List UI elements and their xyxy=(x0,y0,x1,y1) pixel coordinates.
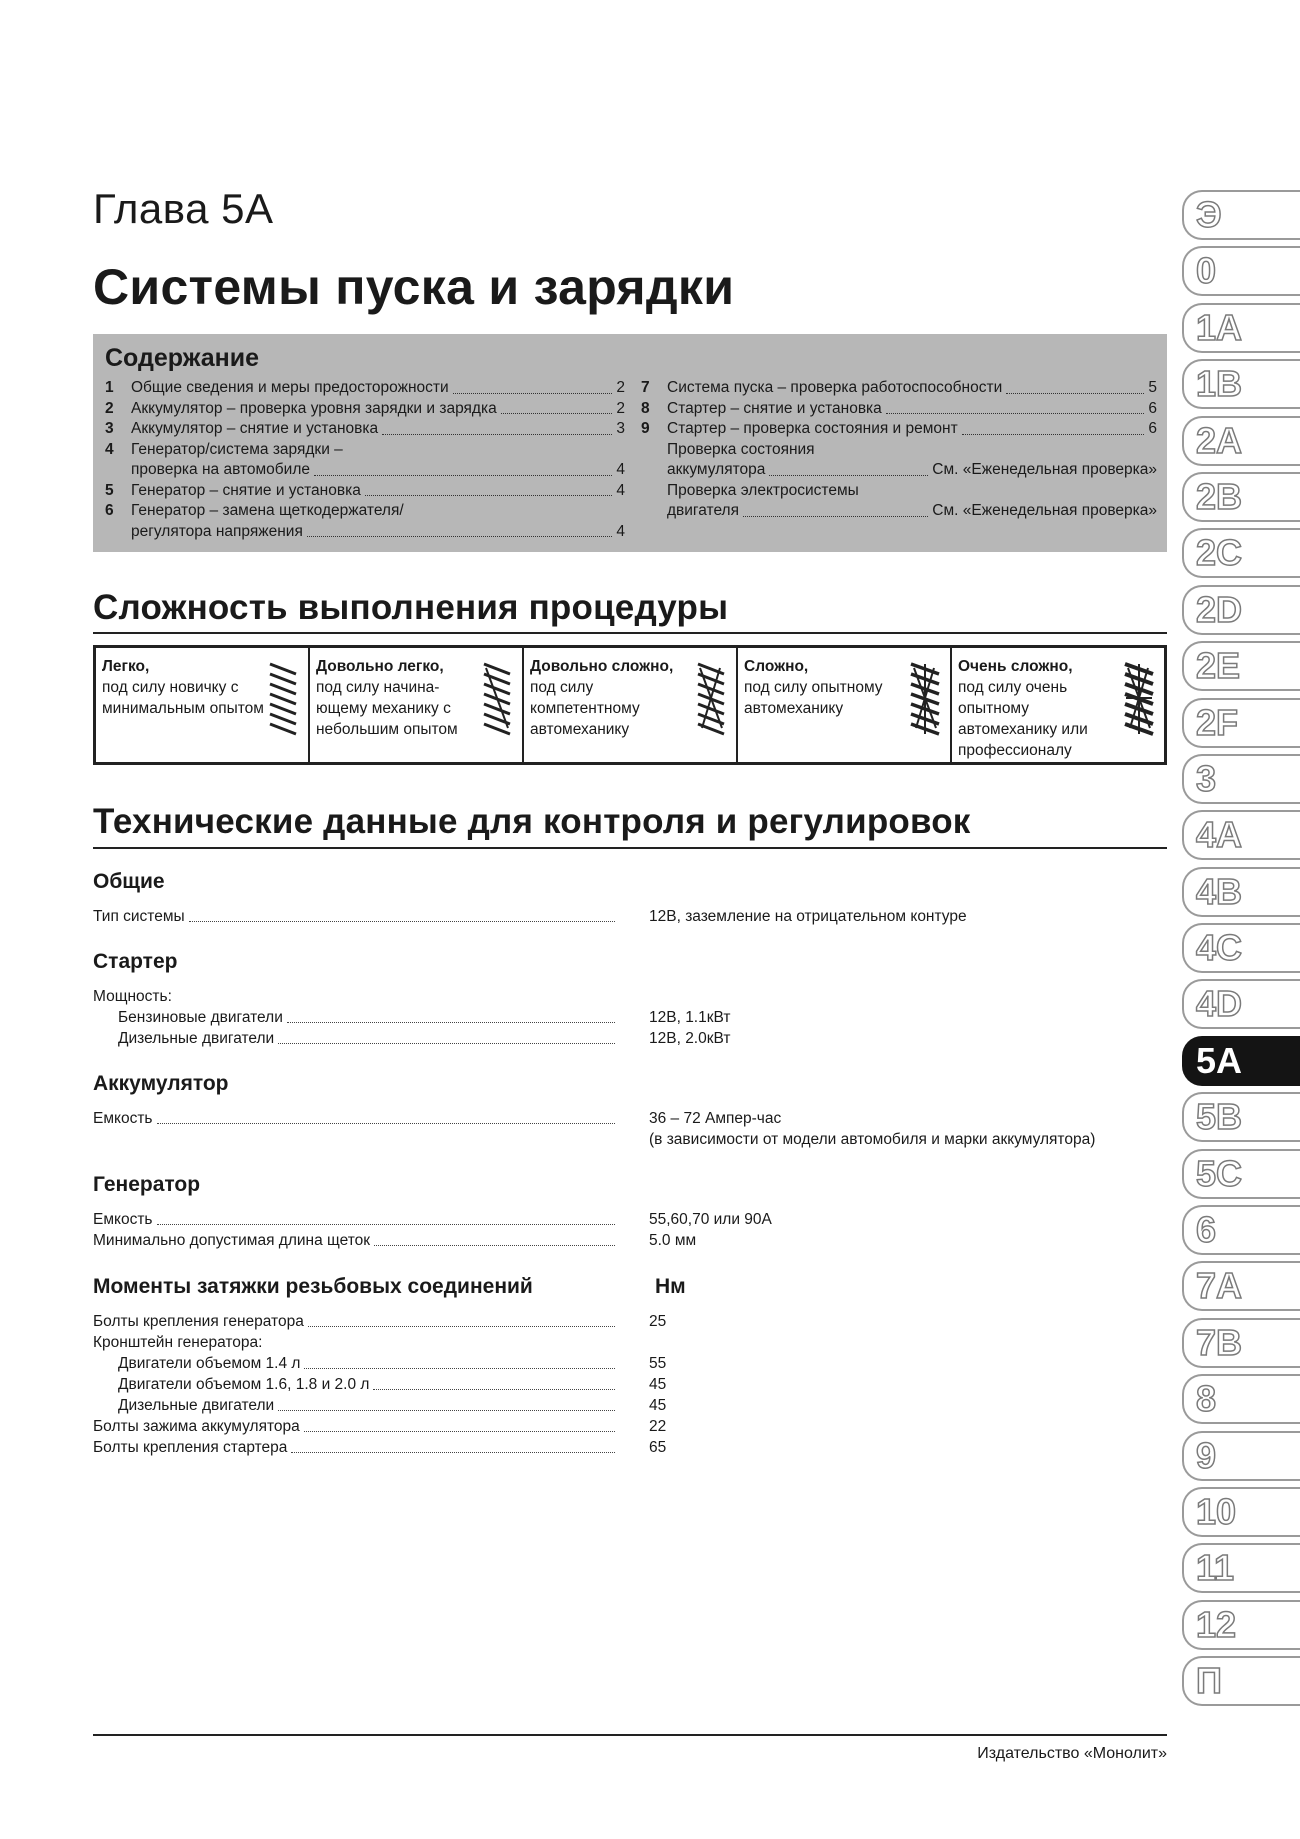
tab-chapter-p[interactable]: П xyxy=(1182,1656,1300,1706)
tab-chapter-6[interactable]: 6 xyxy=(1182,1205,1300,1255)
tab-chapter-11[interactable]: 11 xyxy=(1182,1543,1300,1593)
tab-chapter-2a[interactable]: 2А xyxy=(1182,416,1300,466)
toc-item[interactable]: 1 Общие сведения и меры предосторожности 2 xyxy=(105,379,625,396)
difficulty-level-3: Довольно сложно, под силу компетентному автомеханику xyxy=(522,648,736,762)
spec-row: Болты крепления генератора 25 xyxy=(93,1313,667,1330)
toc-item[interactable]: 7 Система пуска – проверка работоспособности 5 xyxy=(641,379,1157,396)
difficulty-level-5: Очень сложно, под силу очень опытному автомеханику или профессионалу xyxy=(950,648,1164,762)
publisher-label: Издательство «Монолит» xyxy=(977,1745,1167,1762)
toc-item[interactable]: Проверка состояния xyxy=(667,440,815,458)
difficulty-level-1: Легко, под силу новичку с минимальным опытом xyxy=(96,648,308,762)
group-torque: Моменты затяжки резьбовых соединений xyxy=(93,1275,533,1298)
tab-chapter-12[interactable]: 12 xyxy=(1182,1600,1300,1650)
spec-row: Минимально допустимая длина щеток 5.0 мм xyxy=(93,1232,697,1249)
spec-row: Тип системы 12В, заземление на отрицательном контуре xyxy=(93,908,967,925)
tab-chapter-7b[interactable]: 7В xyxy=(1182,1318,1300,1368)
group-starter: Стартер xyxy=(93,950,178,973)
toc-item[interactable]: 4 Генератор/система зарядки – xyxy=(105,440,343,458)
toc-item-continued[interactable]: регулятора напряжения 4 xyxy=(131,522,625,540)
toc-left-column xyxy=(105,378,625,542)
tab-chapter-1b[interactable]: 1В xyxy=(1182,359,1300,409)
group-generator: Генератор xyxy=(93,1173,201,1196)
tab-chapter-5b[interactable]: 5В xyxy=(1182,1092,1300,1142)
spec-subheading: Мощность: xyxy=(93,988,172,1005)
toc-item[interactable]: 9 Стартер – проверка состояния и ремонт 6 xyxy=(641,420,1157,437)
tab-chapter-8[interactable]: 8 xyxy=(1182,1374,1300,1424)
toc-right-column xyxy=(641,378,1157,522)
tab-chapter-2f[interactable]: 2F xyxy=(1182,698,1300,748)
tab-chapter-4b[interactable]: 4В xyxy=(1182,867,1300,917)
difficulty-level-4: Сложно, под силу опытному автомеханику xyxy=(736,648,950,762)
tab-chapter-2d[interactable]: 2D xyxy=(1182,585,1300,635)
tab-chapter-5a[interactable]: 5А xyxy=(1182,1036,1300,1086)
chapter-tabs xyxy=(1182,190,1300,1713)
toc-item[interactable]: 8 Стартер – снятие и установка 6 xyxy=(641,399,1157,417)
footer-rule xyxy=(93,1734,1167,1736)
spec-row: Дизельные двигатели 45 xyxy=(118,1397,667,1414)
spec-row: Болты крепления стартера 65 xyxy=(93,1439,667,1456)
tab-chapter-4a[interactable]: 4А xyxy=(1182,810,1300,860)
spec-row: Болты зажима аккумулятора 22 xyxy=(93,1418,667,1435)
spec-row: Бензиновые двигатели 12В, 1.1кВт xyxy=(118,1009,731,1026)
tab-chapter-5c[interactable]: 5С xyxy=(1182,1149,1300,1199)
spec-row: Двигатели объемом 1.6, 1.8 и 2.0 л 45 xyxy=(118,1376,667,1393)
spanner-rating-icon xyxy=(1122,658,1156,738)
difficulty-heading: Сложность выполнения процедуры xyxy=(93,588,729,627)
spec-row: Дизельные двигатели 12В, 2.0кВт xyxy=(118,1030,731,1047)
tech-rule xyxy=(93,847,1167,849)
page-title: Системы пуска и зарядки xyxy=(93,259,735,315)
difficulty-scale xyxy=(93,645,1167,765)
tab-chapter-2b[interactable]: 2В xyxy=(1182,472,1300,522)
chapter-label: Глава 5А xyxy=(93,185,274,232)
spec-row: Двигатели объемом 1.4 л 55 xyxy=(118,1355,667,1372)
tab-chapter-2c[interactable]: 2С xyxy=(1182,528,1300,578)
torque-unit: Нм xyxy=(655,1275,686,1298)
toc-item[interactable]: Проверка электросистемы xyxy=(667,481,859,499)
group-general: Общие xyxy=(93,870,165,893)
contents-box xyxy=(93,334,1167,552)
tab-chapter-4c[interactable]: 4С xyxy=(1182,923,1300,973)
toc-item-continued[interactable]: двигателя См. «Еженедельная проверка» xyxy=(667,502,1157,519)
toc-item[interactable]: 3 Аккумулятор – снятие и установка 3 xyxy=(105,420,625,437)
tab-chapter-0[interactable]: 0 xyxy=(1182,246,1300,296)
spanner-rating-icon xyxy=(266,658,300,738)
tab-chapter-7a[interactable]: 7А xyxy=(1182,1261,1300,1311)
tab-chapter-4d[interactable]: 4D xyxy=(1182,979,1300,1029)
toc-item[interactable]: 2 Аккумулятор – проверка уровня зарядки и зарядка 2 xyxy=(105,399,625,417)
spec-subheading: Кронштейн генератора: xyxy=(93,1334,263,1351)
tab-chapter-2e[interactable]: 2Е xyxy=(1182,641,1300,691)
spec-row: Емкость 55,60,70 или 90А xyxy=(93,1211,772,1228)
toc-item[interactable]: 6 Генератор – замена щеткодержателя/ xyxy=(105,502,404,519)
tab-chapter-3[interactable]: 3 xyxy=(1182,754,1300,804)
tech-heading: Технические данные для контроля и регулировок xyxy=(93,802,971,841)
toc-item[interactable]: 5 Генератор – снятие и установка 4 xyxy=(105,481,625,499)
group-battery: Аккумулятор xyxy=(93,1072,229,1095)
tab-chapter-10[interactable]: 10 xyxy=(1182,1487,1300,1537)
difficulty-rule xyxy=(93,632,1167,634)
difficulty-level-2: Довольно легко, под силу начина-ющему механику с небольшим опытом xyxy=(308,648,522,762)
tab-chapter-1a[interactable]: 1А xyxy=(1182,303,1300,353)
spanner-rating-icon xyxy=(480,658,514,738)
toc-item-continued[interactable]: проверка на автомобиле 4 xyxy=(131,461,625,478)
spec-row: Емкость 36 – 72 Ампер-час xyxy=(93,1110,782,1127)
spec-note: (в зависимости от модели автомобиля и марки аккумулятора) xyxy=(649,1131,1096,1148)
contents-heading: Содержание xyxy=(105,344,260,372)
tab-chapter-e[interactable]: Э xyxy=(1182,190,1300,240)
tab-chapter-9[interactable]: 9 xyxy=(1182,1431,1300,1481)
spanner-rating-icon xyxy=(694,658,728,738)
spanner-rating-icon xyxy=(908,658,942,738)
toc-item-continued[interactable]: аккумулятора См. «Еженедельная проверка» xyxy=(667,461,1157,478)
